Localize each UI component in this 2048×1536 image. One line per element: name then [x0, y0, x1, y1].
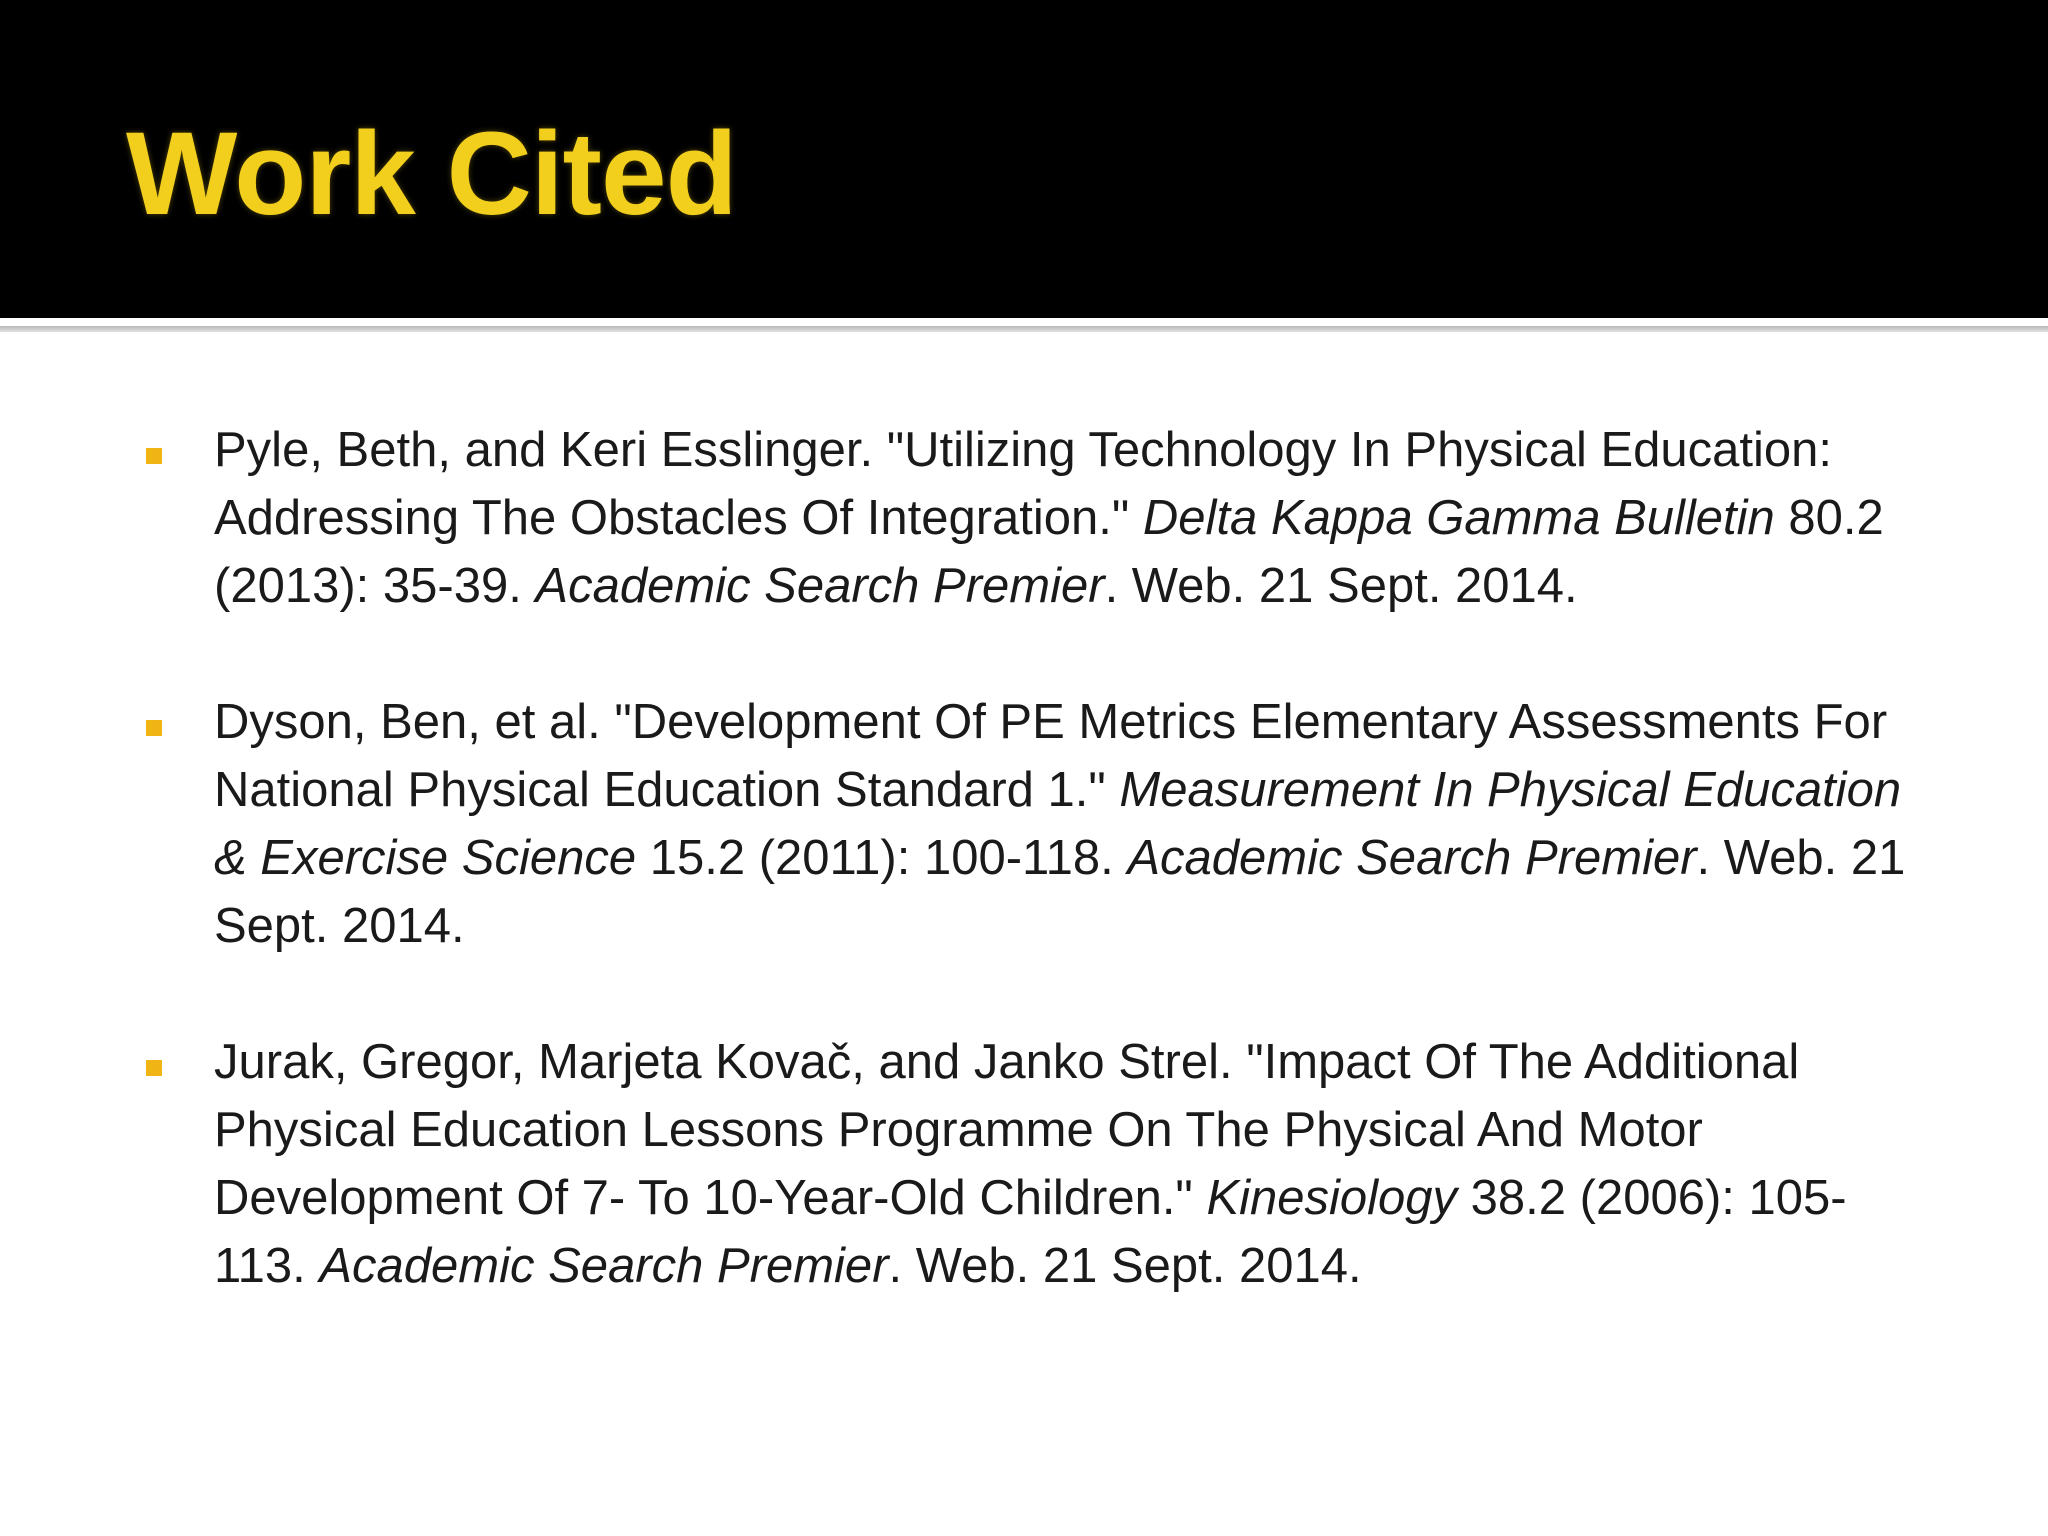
citation-journal: Kinesiology [1206, 1171, 1458, 1225]
citation-accessed: . Web. 21 Sept. 2014. [214, 831, 1906, 953]
citation-authors-title: Dyson, Ben, et al. "Development Of PE Metrics Elementary Assessments For National Physical Education Standard 1." [214, 695, 1888, 817]
citation-details: 38.2 (2006): 105-113. [214, 1171, 1847, 1293]
citation-database: Academic Search Premier [1127, 831, 1697, 885]
citation-journal: Delta Kappa Gamma Bulletin [1142, 491, 1775, 545]
square-bullet-icon [146, 720, 162, 736]
citation-details: 80.2 (2013): 35-39. [214, 491, 1884, 613]
citation-list [0, 416, 2048, 1368]
citation-item [0, 1028, 1914, 1300]
citation-accessed: . Web. 21 Sept. 2014. [1104, 559, 1578, 613]
citation-item [0, 416, 1914, 620]
citation-database: Academic Search Premier [535, 559, 1105, 613]
slide-title: Work Cited [126, 108, 737, 240]
divider-rule [0, 318, 2048, 326]
square-bullet-icon [146, 1060, 162, 1076]
citation-authors-title: Pyle, Beth, and Keri Esslinger. "Utilizing Technology In Physical Education: Addressing The Obstacles Of Integration." [214, 423, 1833, 545]
citation-database: Academic Search Premier [319, 1239, 889, 1293]
citation-journal: Measurement In Physical Education & Exercise Science [214, 763, 1902, 885]
citation-details: 15.2 (2011): 100-118. [636, 831, 1128, 885]
citation-item [0, 688, 1914, 960]
square-bullet-icon [146, 448, 162, 464]
citation-authors-title: Jurak, Gregor, Marjeta Kovač, and Janko Strel. "Impact Of The Additional Physical Education Lessons Programme On The Physical And Motor Development Of 7- To 10-Year-Old Children." [214, 1035, 1800, 1225]
divider-shadow [0, 326, 2048, 332]
citation-accessed: . Web. 21 Sept. 2014. [888, 1239, 1362, 1293]
